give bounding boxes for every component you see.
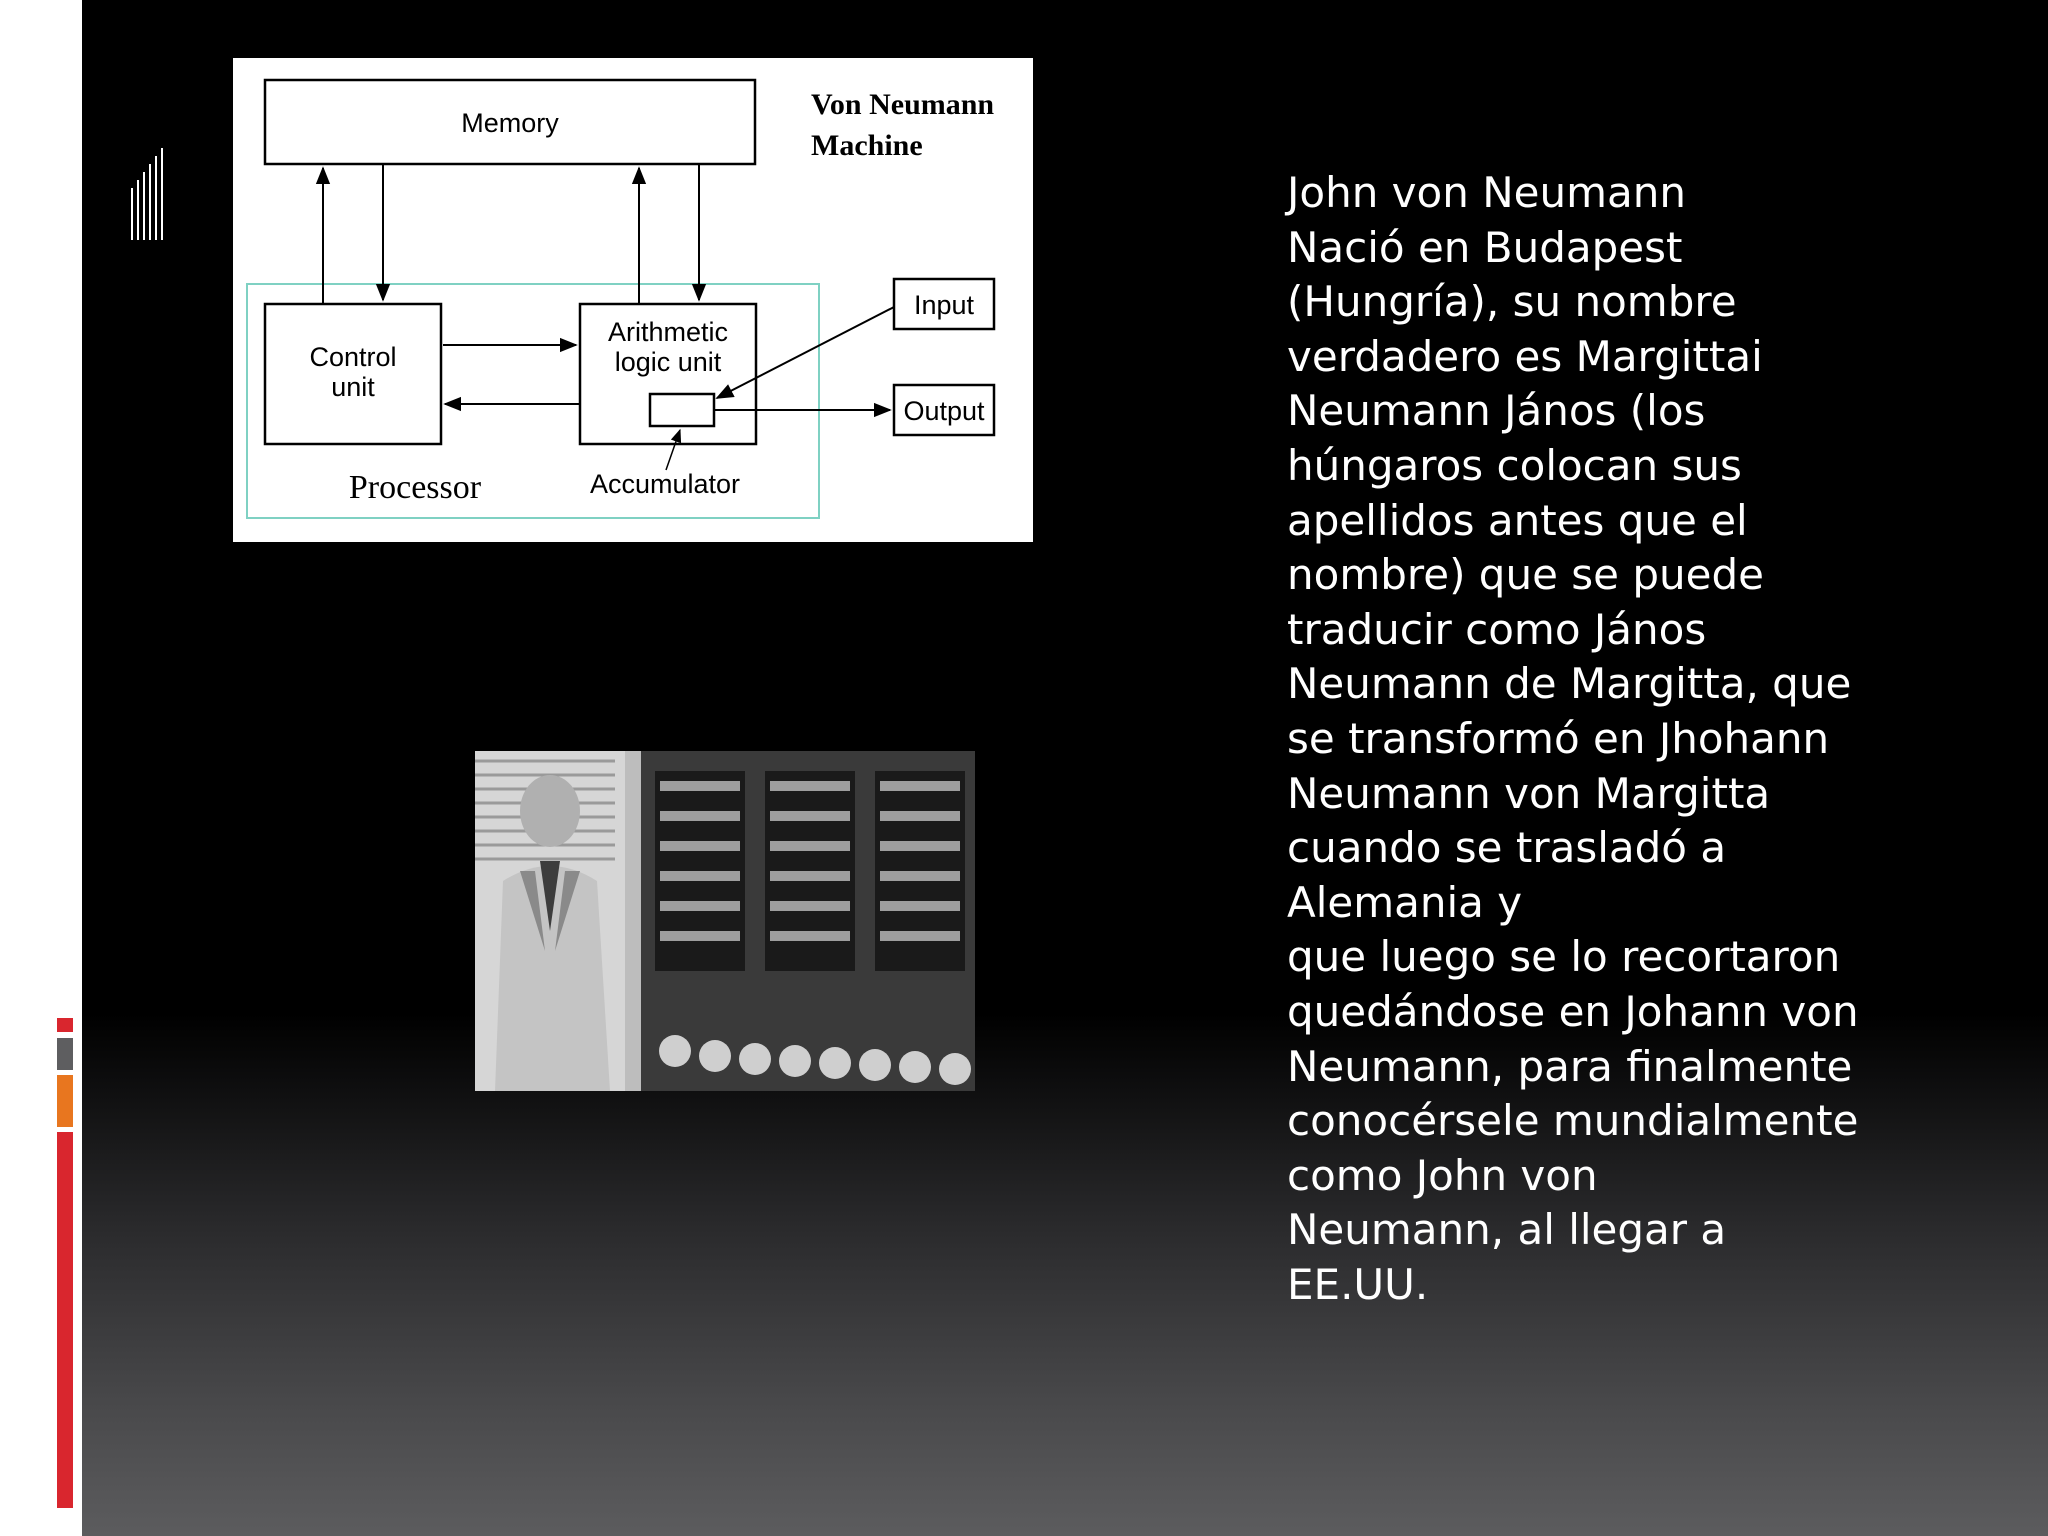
control-unit-label-1: Control — [309, 342, 397, 372]
input-label: Input — [913, 290, 975, 320]
bio-line: Neumann, al llegar a — [1287, 1205, 1727, 1255]
accumulator-pointer — [666, 430, 680, 470]
bio-line: Alemania y — [1287, 877, 1523, 927]
accent-bar-red-small — [57, 1018, 73, 1032]
diagram-svg — [233, 58, 1033, 542]
diagram-title-line2: Machine — [811, 129, 923, 162]
bio-line: conocérsele mundialmente — [1287, 1096, 1859, 1146]
bio-line: Nació en Budapest — [1287, 222, 1683, 272]
photo-illustration — [475, 751, 975, 1091]
accumulator-box — [650, 394, 714, 426]
accent-bar-orange — [57, 1075, 73, 1127]
bio-line: como John von — [1287, 1150, 1598, 1200]
bio-line: Neumann von Margitta — [1287, 768, 1771, 818]
bio-line: EE.UU. — [1287, 1259, 1429, 1309]
alu-label-2: logic unit — [614, 347, 722, 377]
bio-line: quedándose en Johann von — [1287, 986, 1859, 1036]
bio-line: traducir como János — [1287, 604, 1707, 654]
bio-line: apellidos antes que el — [1287, 495, 1748, 545]
von-neumann-diagram — [233, 58, 1033, 542]
alu-label-1: Arithmetic — [607, 317, 729, 347]
bio-line: húngaros colocan sus — [1287, 440, 1742, 490]
arrow-input-to-accumulator — [717, 307, 894, 398]
output-label: Output — [903, 396, 985, 426]
biography-text — [1287, 166, 1987, 1312]
bio-line: John von Neumann — [1287, 168, 1686, 217]
bio-line: verdadero es Margittai — [1287, 331, 1763, 381]
bio-line: Neumann, para finalmente — [1287, 1041, 1853, 1091]
bio-line: Neumann de Margitta, que — [1287, 659, 1852, 709]
bio-line: que luego se lo recortaron — [1287, 932, 1841, 982]
accent-bar-gray — [57, 1038, 73, 1070]
control-unit-label-2: unit — [331, 372, 375, 402]
decorative-lines-icon — [128, 148, 164, 240]
bio-line: nombre) que se puede — [1287, 550, 1764, 600]
processor-label: Processor — [348, 469, 482, 506]
diagram-title-line1: Von Neumann — [811, 88, 995, 121]
von-neumann-photo — [475, 751, 975, 1091]
accent-bar-red-long — [57, 1132, 73, 1508]
bio-line: (Hungría), su nombre — [1287, 277, 1737, 327]
bio-line: se transformó en Jhohann — [1287, 713, 1830, 763]
memory-label: Memory — [461, 108, 559, 138]
bio-line: Neumann János (los — [1287, 386, 1706, 436]
accumulator-label: Accumulator — [589, 469, 741, 499]
bio-line: cuando se trasladó a — [1287, 823, 1727, 873]
